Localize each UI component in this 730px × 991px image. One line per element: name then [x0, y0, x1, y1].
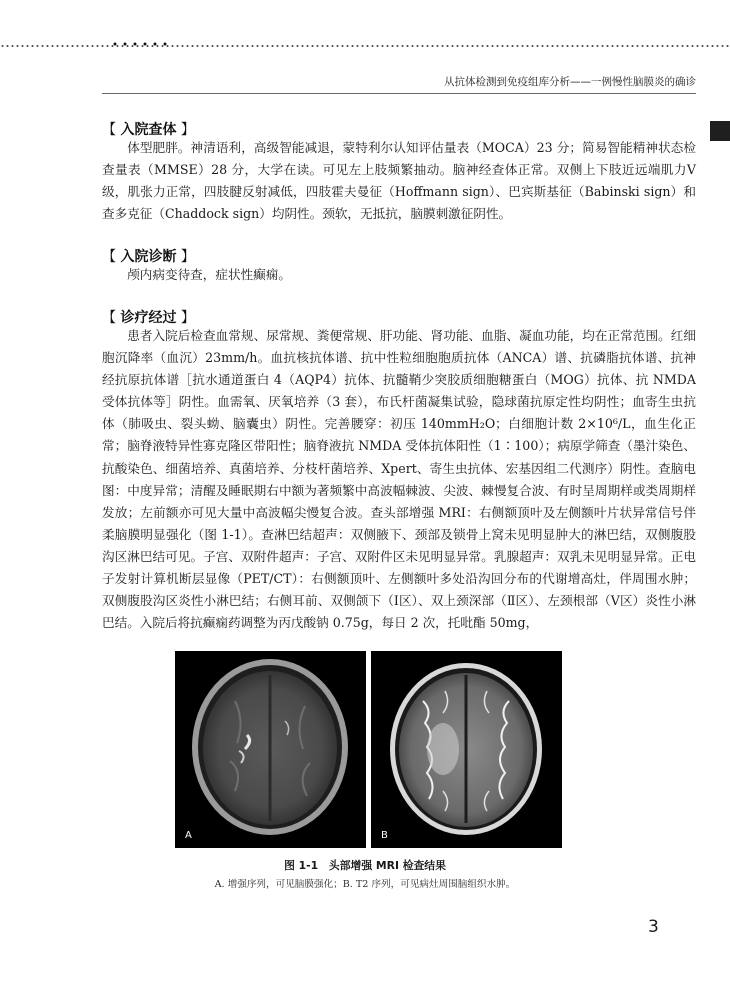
section-heading-admission-diagnosis: 【 入院诊断 】	[102, 249, 195, 265]
running-header-title: 从抗体检测到免疫组库分析——一例慢性脑膜炎的确诊	[444, 76, 696, 88]
mri-image-b	[371, 651, 562, 848]
mri-panel-a	[175, 651, 366, 848]
panel-b-label: B	[381, 830, 388, 841]
paragraph-treatment-course: 患者入院后检查血常规、尿常规、粪便常规、肝功能、肾功能、血脂、凝血功能，均在正常范围。红细胞沉降率（血沉）23mm/h。血抗核抗体谱、抗中性粒细胞胞质抗体（ANCA）谱、抗磷脂抗体谱、抗神经抗原抗体谱［抗水通道蛋白 4（AQP4）抗体、抗髓鞘少突胶质细胞糖蛋白（MOG）抗体、抗 NMDA 受体抗体等］阴性。血需氧、厌氧培养（3 套），布氏杆菌凝集试验，隐球菌抗原定性均阴性；血寄生虫抗体（肺吸虫、裂头蚴、脑囊虫）阴性。完善腰穿：初压 140mmH₂O；白细胞计数 2×10⁶/L，血生化正常；脑脊液特异性寡克隆区带阳性；脑脊液抗 NMDA 受体抗体阳性（1∶100）；病原学筛查（墨汁染色、抗酸染色、细菌培养、真菌培养、分枝杆菌培养、Xpert、寄生虫抗体、宏基因组二代测序）阴性。查脑电图：中度异常；清醒及睡眠期右中额为著频繁中高波幅棘波、尖波、棘慢复合波、有时呈周期样或类周期样发放；左前额亦可见大量中高波幅尖慢复合波。查头部增强 MRI：右侧额顶叶及左侧额叶片状异常信号伴柔脑膜明显强化（图 1-1）。查淋巴结超声：双侧腋下、颈部及锁骨上窝未见明显肿大的淋巴结，双侧腹股沟区淋巴结可见。子宫、双附件超声：子宫、双附件区未见明显异常。乳腺超声：双乳未见明显异常。正电子发射计算机断层显像（PET/CT）：右侧额顶叶、左侧额叶多处沿沟回分布的代谢增高灶，伴周围水肿；双侧腹股沟区炎性小淋巴结；右侧耳前、双侧颌下（Ⅰ区）、双上颈深部（Ⅱ区）、左颈根部（Ⅴ区）炎性小淋巴结。入院后将抗癫痫药调整为丙戊酸钠 0.75g，每日 2 次，托吡酯 50mg，	[102, 328, 696, 631]
section-heading-admission-exam: 【 入院查体 】	[102, 122, 195, 138]
paragraph-admission-exam: 体型肥胖。神清语利，高级智能减退，蒙特利尔认知评估量表（MOCA）23 分；简易智能精神状态检查量表（MMSE）28 分，大学在读。可见左上肢频繁抽动。脑神经查体正常。双侧上下肢近远端肌力Ⅴ级，肌张力正常，四肢腱反射减低，四肢霍夫曼征（Hoffmann sign）、巴宾斯基征（Babinski sign）和查多克征（Chaddock sign）均阴性。颈软，无抵抗，脑膜刺激征阴性。	[102, 140, 696, 222]
section-heading-text: 入院诊断	[120, 249, 177, 265]
mri-panel-b	[371, 651, 562, 848]
section-heading-treatment-course: 【 诊疗经过 】	[102, 310, 195, 326]
page-number: 3	[648, 917, 659, 937]
mri-figure	[175, 651, 562, 848]
section-heading-text: 入院查体	[120, 122, 177, 138]
figure-caption-note: A. 增强序列，可见脑膜强化；B. T2 序列，可见病灶周围脑组织水肿。	[214, 879, 516, 890]
mri-image-a	[175, 651, 366, 848]
decorative-dots-accent	[110, 42, 170, 46]
header-rule	[102, 93, 696, 94]
figure-caption-title: 图 1-1 头部增强 MRI 检查结果	[284, 859, 446, 872]
panel-a-label: A	[185, 830, 192, 841]
section-heading-text: 诊疗经过	[120, 310, 177, 326]
paragraph-admission-diagnosis: 颅内病变待查，症状性癫痫。	[127, 267, 291, 282]
chapter-tab-marker	[710, 121, 730, 141]
